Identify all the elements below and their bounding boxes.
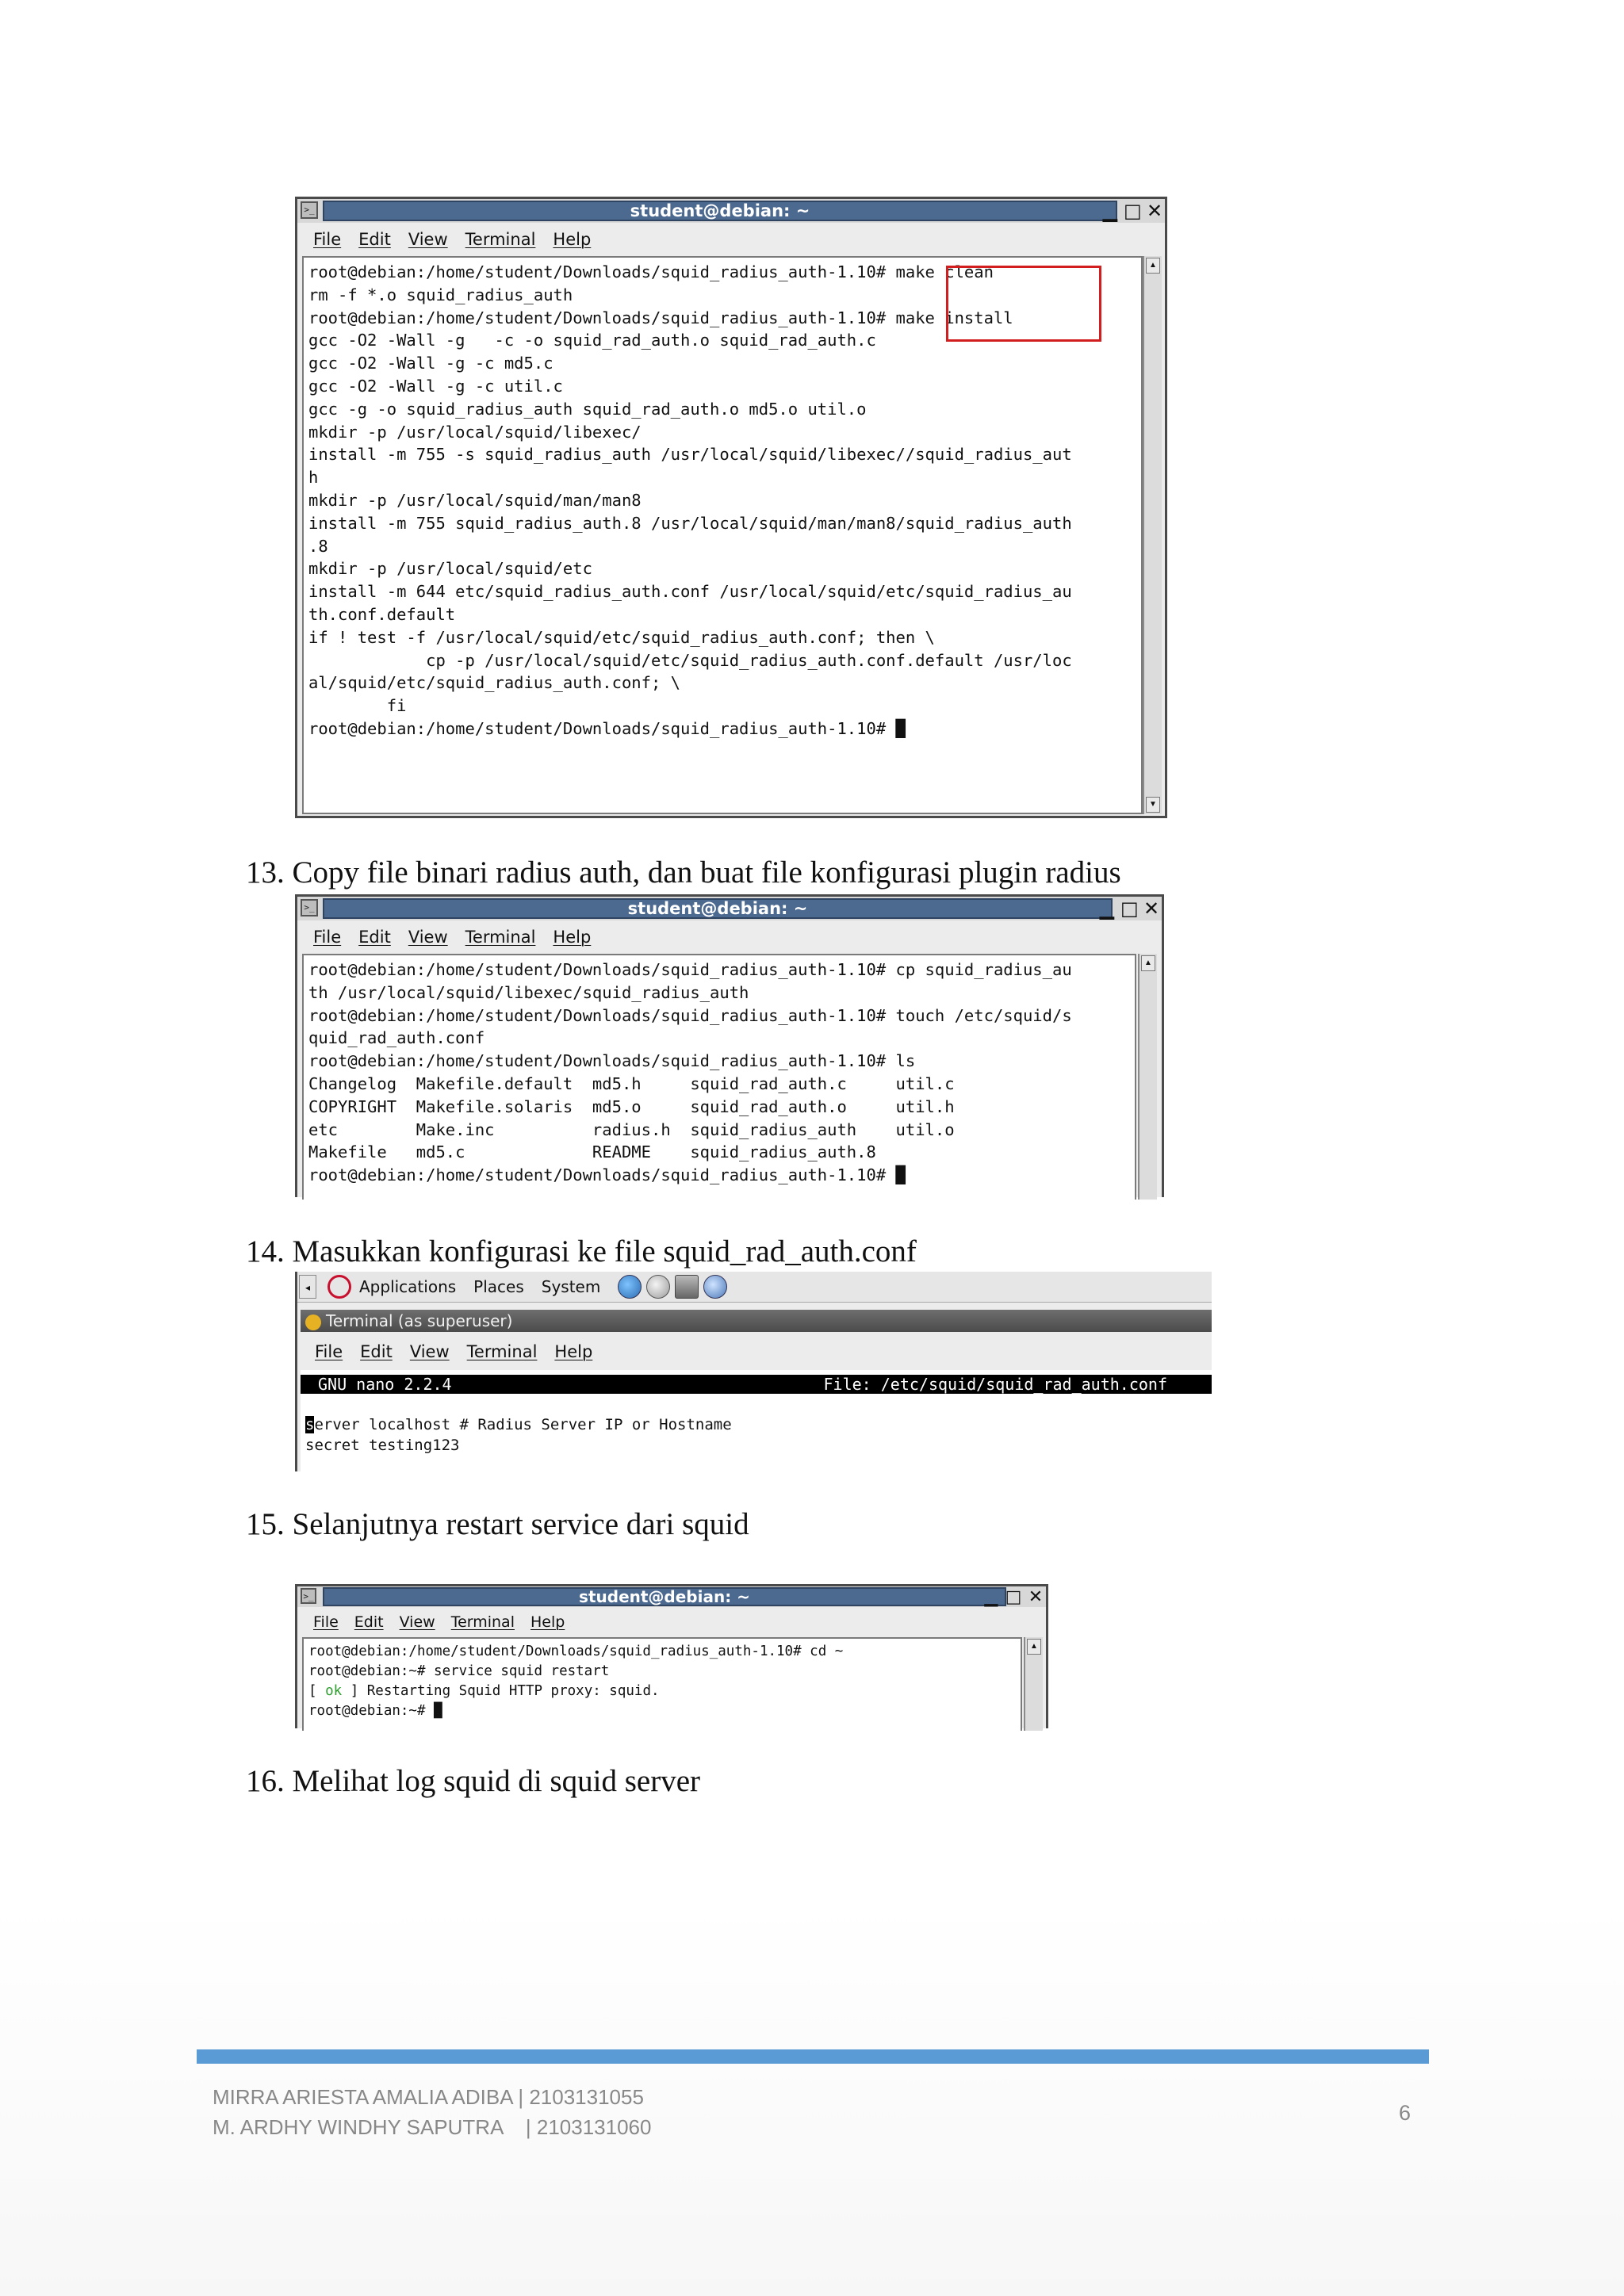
footer-author-1: MIRRA ARIESTA AMALIA ADIBA | 2103131055	[213, 2085, 644, 2109]
terminal-line: install -m 755 squid_radius_auth.8 /usr/local/squid/man/man8/squid_radius_auth	[308, 513, 1072, 533]
terminal-menubar	[297, 922, 1162, 952]
menu-view[interactable]: View	[408, 928, 448, 947]
nano-header	[301, 1375, 1212, 1394]
config-line-secret: secret testing123	[305, 1437, 460, 1454]
gnome-top-panel	[297, 1272, 1212, 1303]
nano-text[interactable]	[305, 1414, 732, 1456]
superuser-icon	[305, 1314, 321, 1330]
terminal-line: th /usr/local/squid/libexec/squid_radius_auth	[308, 982, 749, 1002]
menu-terminal[interactable]: Terminal	[465, 928, 536, 947]
panel-places[interactable]: Places	[473, 1277, 524, 1296]
highlight-box	[946, 266, 1101, 342]
terminal-line: root@debian:/home/student/Downloads/squid_radius_auth-1.10# touch /etc/squid/s	[308, 1005, 1072, 1025]
nano-filename: File: /etc/squid/squid_rad_auth.conf	[823, 1375, 1167, 1394]
ok-status: ok	[325, 1683, 343, 1699]
footer-divider	[197, 2049, 1429, 2064]
terminal-line: fi	[386, 696, 407, 716]
terminal-line: gcc -O2 -Wall -g -c -o squid_rad_auth.o squid_rad_auth.c	[308, 331, 876, 350]
terminal-line: h	[308, 468, 319, 488]
terminal-line: mkdir -p /usr/local/squid/man/man8	[308, 490, 642, 510]
line-cd-home: root@debian:/home/student/Downloads/squid_radius_auth-1.10# cd ~	[308, 1644, 844, 1659]
terminal-line: root@debian:/home/student/Downloads/squid_radius_auth-1.10# make install	[308, 308, 1013, 327]
terminal-line: root@debian:/home/student/Downloads/squid_radius_auth-1.10# cp squid_radius_au	[308, 960, 1072, 979]
terminal-line: if ! test -f /usr/local/squid/etc/squid_radius_auth.conf; then \	[308, 627, 935, 647]
menu-file[interactable]: File	[313, 928, 342, 947]
terminal-output	[302, 1637, 1022, 1731]
terminal-line: root@debian:/home/student/Downloads/squid_radius_auth-1.10# ls	[308, 1051, 916, 1071]
minimize-icon[interactable]: ▁	[984, 1586, 998, 1607]
window-titlebar	[297, 1586, 1046, 1607]
status-bracket: [	[308, 1683, 326, 1699]
terminal-text	[304, 955, 1135, 1190]
menu-edit[interactable]: Edit	[354, 1613, 384, 1631]
terminal-menubar	[297, 224, 1165, 254]
window-controls	[982, 1586, 1044, 1607]
menu-terminal[interactable]: Terminal	[466, 1342, 538, 1361]
terminal-line: root@debian:/home/student/Downloads/squid_radius_auth-1.10# █	[308, 1165, 906, 1185]
menu-edit[interactable]: Edit	[358, 928, 391, 947]
minimize-icon[interactable]: ▁	[1102, 200, 1118, 222]
step-15-caption: 15. Selanjutnya restart service dari squid	[246, 1507, 749, 1541]
window-controls	[1098, 897, 1160, 920]
maximize-icon[interactable]: □	[1124, 200, 1142, 222]
terminal-line: mkdir -p /usr/local/squid/libexec/	[308, 422, 642, 442]
panel-left-arrow-icon[interactable]: ◂	[299, 1275, 316, 1299]
terminal-output	[302, 954, 1136, 1200]
terminal-line: COPYRIGHT Makefile.solaris md5.o squid_rad_auth.o util.h	[308, 1096, 955, 1116]
terminal-line: root@debian:/home/student/Downloads/squid_radius_auth-1.10# make clean	[308, 262, 994, 281]
terminal-line: cp -p /usr/local/squid/etc/squid_radius_auth.conf.default /usr/loc	[426, 650, 1072, 670]
menu-terminal[interactable]: Terminal	[450, 1613, 515, 1631]
menu-view[interactable]: View	[409, 1342, 450, 1361]
menu-help[interactable]: Help	[553, 928, 592, 947]
vertical-scrollbar[interactable]	[1024, 1637, 1043, 1731]
terminal-line: install -m 644 etc/squid_radius_auth.conf /usr/local/squid/etc/squid_radius_au	[308, 582, 1072, 602]
step-16-caption: 16. Melihat log squid di squid server	[246, 1764, 701, 1798]
terminal-app-icon: >_	[301, 201, 318, 219]
scroll-up-icon[interactable]: ▲	[1141, 955, 1155, 971]
menu-view[interactable]: View	[399, 1613, 435, 1631]
restart-message: ] Restarting Squid HTTP proxy: squid.	[342, 1683, 660, 1699]
terminal-line: rm -f *.o squid_radius_auth	[308, 285, 573, 304]
maximize-icon[interactable]: □	[1120, 897, 1139, 920]
close-icon[interactable]: ✕	[1146, 200, 1163, 222]
panel-applications[interactable]: Applications	[359, 1277, 457, 1296]
terminal-app-icon: >_	[301, 1588, 316, 1604]
window-titlebar	[297, 897, 1162, 920]
nano-editor-screenshot	[295, 1272, 1212, 1471]
screenshot-icon[interactable]	[675, 1275, 699, 1299]
minimize-icon[interactable]: ▁	[1099, 897, 1115, 920]
footer-author-2: M. ARDHY WINDHY SAPUTRA | 2103131060	[213, 2115, 652, 2139]
vertical-scrollbar[interactable]	[1143, 256, 1162, 814]
terminal-window-restart-squid	[295, 1584, 1048, 1728]
debian-logo-icon[interactable]	[327, 1275, 351, 1299]
help-icon[interactable]	[703, 1275, 727, 1299]
web-browser-icon[interactable]	[618, 1275, 642, 1299]
page-number: 6	[1399, 2101, 1411, 2125]
terminal-line: Changelog Makefile.default md5.h squid_rad_auth.c util.c	[308, 1073, 955, 1093]
scroll-up-icon[interactable]: ▲	[1027, 1639, 1041, 1655]
maximize-icon[interactable]: □	[1005, 1586, 1022, 1607]
terminal-window-make-install	[295, 197, 1167, 818]
terminal-line: .8	[308, 536, 328, 556]
menu-file[interactable]: File	[313, 1613, 339, 1631]
window-title-bar	[301, 1310, 1212, 1332]
terminal-line: al/squid/etc/squid_radius_auth.conf; \	[308, 673, 680, 693]
terminal-line: etc Make.inc radius.h squid_radius_auth util.o	[308, 1119, 955, 1139]
mail-icon[interactable]	[646, 1275, 670, 1299]
terminal-menubar	[297, 1337, 1212, 1367]
terminal-text	[304, 1639, 1021, 1724]
terminal-line: quid_rad_auth.conf	[308, 1028, 485, 1048]
config-line-server: erver localhost # Radius Server IP or Hostname	[314, 1416, 732, 1433]
menu-edit[interactable]: Edit	[360, 1342, 393, 1361]
menu-terminal[interactable]: Terminal	[465, 230, 536, 249]
terminal-app-icon: >_	[301, 899, 318, 916]
line-service-restart: root@debian:~# service squid restart	[308, 1663, 610, 1679]
terminal-line: root@debian:/home/student/Downloads/squid_radius_auth-1.10# █	[308, 718, 906, 738]
menu-help[interactable]: Help	[553, 230, 592, 249]
menu-view[interactable]: View	[408, 230, 448, 249]
nano-screen	[301, 1370, 1212, 1471]
panel-system[interactable]: System	[541, 1277, 601, 1296]
line-prompt: root@debian:~# █	[308, 1703, 442, 1719]
scroll-down-icon[interactable]: ▼	[1146, 797, 1160, 813]
menu-file[interactable]: File	[315, 1342, 343, 1361]
menu-edit[interactable]: Edit	[358, 230, 391, 249]
terminal-line: install -m 755 -s squid_radius_auth /usr/local/squid/libexec//squid_radius_aut	[308, 445, 1072, 465]
terminal-line: gcc -g -o squid_radius_auth squid_rad_auth.o md5.o util.o	[308, 399, 867, 419]
window-title: student@debian: ~	[323, 1587, 1006, 1606]
terminal-window-copy-binary	[295, 894, 1164, 1197]
menu-file[interactable]: File	[313, 230, 342, 249]
terminal-line: mkdir -p /usr/local/squid/etc	[308, 559, 592, 579]
text-cursor: s	[305, 1416, 315, 1433]
terminal-line: gcc -O2 -Wall -g -c md5.c	[308, 354, 553, 373]
terminal-line: Makefile md5.c README squid_radius_auth.8	[308, 1142, 876, 1162]
window-title: Terminal (as superuser)	[326, 1311, 513, 1330]
step-14-caption: 14. Masukkan konfigurasi ke file squid_rad_auth.conf	[246, 1234, 917, 1269]
window-titlebar	[297, 199, 1165, 223]
terminal-menubar	[297, 1609, 1046, 1636]
scroll-up-icon[interactable]: ▲	[1146, 258, 1160, 274]
close-icon[interactable]: ✕	[1143, 897, 1160, 920]
close-icon[interactable]: ✕	[1028, 1586, 1044, 1607]
menu-help[interactable]: Help	[554, 1342, 593, 1361]
window-title: student@debian: ~	[323, 898, 1113, 919]
vertical-scrollbar[interactable]	[1138, 954, 1157, 1200]
terminal-line: gcc -O2 -Wall -g -c util.c	[308, 376, 563, 396]
window-title: student@debian: ~	[323, 201, 1117, 221]
terminal-line: th.conf.default	[308, 604, 456, 624]
menu-help[interactable]: Help	[530, 1613, 565, 1631]
nano-version: GNU nano 2.2.4	[318, 1375, 452, 1394]
window-controls	[1101, 199, 1163, 223]
step-13-caption: 13. Copy file binari radius auth, dan buat file konfigurasi plugin radius	[246, 855, 1121, 890]
